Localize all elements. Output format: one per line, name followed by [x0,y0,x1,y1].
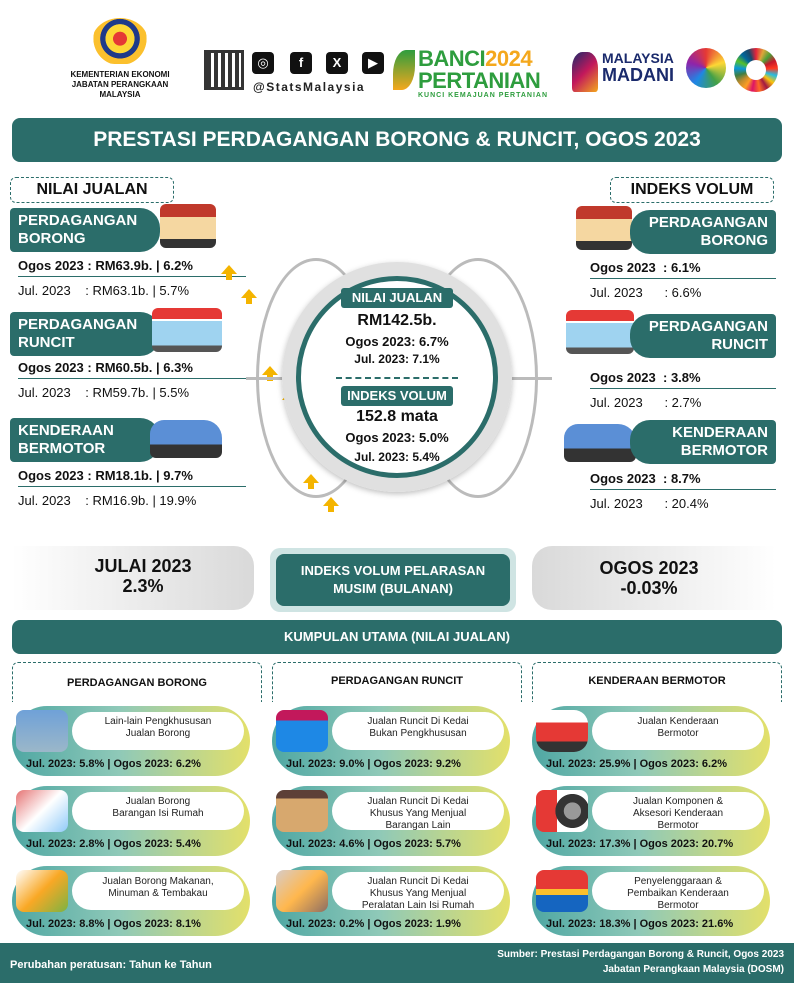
org-line2: JABATAN PERANGKAAN MALAYSIA [71,80,169,99]
seasonal-july-label: JULAI 2023 [94,556,192,576]
seasonal-august-label: OGOS 2023 [599,558,699,578]
footer-source-line1: Sumber: Prestasi Perdagangan Borong & Runcit, Ogos 2023 [497,949,784,960]
madani-line2: MADANI [602,65,674,85]
left-borong-current-row: Ogos 2023 : RM63.9b. | 6.2% [18,255,246,277]
car-icon [150,420,222,458]
groups-heading: KUMPULAN UTAMA (NILAI JUALAN) [12,620,782,654]
social-handle[interactable]: @StatsMalaysia [253,80,366,94]
retail-shop-icon [566,310,634,354]
group-card-value: Jul. 2023: 18.3% | Ogos 2023: 21.6% [546,918,734,930]
banci-pertanian: PERTANIAN [418,68,541,93]
instagram-icon[interactable]: ◎ [252,52,274,74]
food-beverage-icon [16,870,68,912]
group-card: Jualan Komponen & Aksesori Kenderaan Bermotor Jul. 2023: 17.3% | Ogos 2023: 20.7% [532,786,770,856]
right-sector-borong-tag: PERDAGANGAN BORONG [630,210,776,254]
sdg-wheel-icon [734,48,778,92]
right-runcit-current-row: Ogos 2023 : 3.8% [590,367,776,389]
banci-year: 2024 [485,46,533,71]
group-card-value: Jul. 2023: 0.2% | Ogos 2023: 1.9% [286,918,461,930]
madani-emblem-icon [572,52,598,92]
right-connector-line [508,377,552,380]
facebook-icon[interactable]: f [290,52,312,74]
battery-tyre-icon [536,790,588,832]
banci-tagline: KUNCI KEMAJUAN PERTANIAN [418,92,549,99]
footer-note: Perubahan peratusan: Tahun ke Tahun [10,959,212,971]
seasonal-august-panel [532,546,776,610]
retail-shop-icon [152,308,222,352]
right-sector-motor-tag: KENDERAAN BERMOTOR [630,420,776,464]
left-sector-runcit-tag: PERDAGANGAN RUNCIT [10,312,160,356]
center-sales-value: RM142.5b. [357,312,437,329]
group-card: Jualan Runcit Di Kedai Bukan Pengkhususan Jul. 2023: 9.0% | Ogos 2023: 9.2% [272,706,510,776]
group-card: Jualan Borong Makanan, Minuman & Tembakau Jul. 2023: 8.8% | Ogos 2023: 8.1% [12,866,250,936]
seasonal-august-value: -0.03% [620,578,678,598]
banci-word: BANCI [418,46,486,71]
malaysia-crest-icon [92,18,148,64]
right-borong-current-row: Ogos 2023 : 6.1% [590,257,776,279]
furniture-icon [276,870,328,912]
left-sector-borong-tag: PERDAGANGAN BORONG [10,208,160,252]
seasonal-title-line2: MUSIM (BULANAN) [333,581,453,596]
center-sales-tag: NILAI JUALAN [341,288,453,308]
seasonal-title-line1: INDEKS VOLUM PELARASAN [300,563,486,578]
left-motor-current-row: Ogos 2023 : RM18.1b. | 9.7% [18,465,246,487]
right-runcit-previous-row: Jul. 2023 : 2.7% [590,395,702,410]
group-card: Lain-lain Pengkhususan Jualan Borong Jul. 2023: 5.8% | Ogos 2023: 6.2% [12,706,250,776]
seasonal-july-value: 2.3% [122,576,164,596]
left-motor-previous-row: Jul. 2023 : RM16.9b. | 19.9% [18,493,197,508]
red-car-icon [536,710,588,752]
right-sector-runcit-tag: PERDAGANGAN RUNCIT [630,314,776,358]
up-arrow-icon [221,265,237,274]
up-arrow-icon [323,497,339,506]
group-card-value: Jul. 2023: 17.3% | Ogos 2023: 20.7% [546,838,734,850]
org-line1: KEMENTERIAN EKONOMI [70,70,170,79]
qr-code-icon[interactable] [204,50,244,90]
center-sales-current: Ogos 2023: 6.7% [345,334,449,349]
group-card-value: Jul. 2023: 9.0% | Ogos 2023: 9.2% [286,758,461,770]
group-card: Jualan Runcit Di Kedai Khusus Yang Menjual Peralatan Lain Isi Rumah Jul. 2023: 0.2% | Ogos 2023: 1.9% [272,866,510,936]
group-card: Jualan Borong Barangan Isi Rumah Jul. 2023: 2.8% | Ogos 2023: 5.4% [12,786,250,856]
youtube-icon[interactable]: ▶ [362,52,384,74]
truck-warehouse-icon [160,204,216,248]
left-sector-motor-tag: KENDERAAN BERMOTOR [10,418,160,462]
group-card: Jualan Kenderaan Bermotor Jul. 2023: 25.9% | Ogos 2023: 6.2% [532,706,770,776]
column-borong-title: PERDAGANGAN BORONG [12,662,262,702]
left-heading: NILAI JUALAN [10,177,174,203]
brand-swoosh-icon [686,48,726,88]
left-runcit-current-row: Ogos 2023 : RM60.5b. | 6.3% [18,357,246,379]
right-borong-previous-row: Jul. 2023 : 6.6% [590,285,702,300]
group-card-value: Jul. 2023: 2.8% | Ogos 2023: 5.4% [26,838,201,850]
right-motor-current-row: Ogos 2023 : 8.7% [590,468,776,490]
specialty-store-icon [276,790,328,832]
industrial-buildings-icon [16,710,68,752]
car-icon [564,424,636,462]
right-heading: INDEKS VOLUM [610,177,774,203]
banci-leaf-icon [393,50,415,90]
footer [0,943,794,983]
center-volume-value: 152.8 mata [356,408,438,425]
household-goods-icon [16,790,68,832]
seasonal-july-panel [12,546,254,610]
group-card: Jualan Runcit Di Kedai Khusus Yang Menjual Barangan Lain Jul. 2023: 4.6% | Ogos 2023: 5.7% [272,786,510,856]
left-borong-previous-row: Jul. 2023 : RM63.1b. | 5.7% [18,283,190,298]
group-card-value: Jul. 2023: 4.6% | Ogos 2023: 5.7% [286,838,461,850]
center-volume-previous: Jul. 2023: 5.4% [354,450,440,464]
center-volume-current: Ogos 2023: 5.0% [345,430,449,445]
up-arrow-icon [241,289,257,298]
center-sales-previous: Jul. 2023: 7.1% [354,352,440,366]
x-icon[interactable]: X [326,52,348,74]
madani-line1: MALAYSIA [602,50,674,66]
page-title: PRESTASI PERDAGANGAN BORONG & RUNCIT, OGOS 2023 [12,118,782,162]
car-repair-icon [536,870,588,912]
group-card-value: Jul. 2023: 8.8% | Ogos 2023: 8.1% [26,918,201,930]
group-card-value: Jul. 2023: 5.8% | Ogos 2023: 6.2% [26,758,201,770]
center-divider [336,377,458,379]
column-runcit-title: PERDAGANGAN RUNCIT [272,662,522,702]
left-connector-line [246,377,286,380]
seasonal-index-box [270,548,516,612]
ministry-logo [60,18,180,100]
truck-warehouse-icon [576,206,632,250]
malaysia-madani-logo [572,50,682,94]
center-volume-tag: INDEKS VOLUM [341,386,453,406]
hypermall-icon [276,710,328,752]
banci-pertanian-logo [418,48,593,98]
group-card: Penyelenggaraan & Pembaikan Kenderaan Bermotor Jul. 2023: 18.3% | Ogos 2023: 21.6% [532,866,770,936]
right-motor-previous-row: Jul. 2023 : 20.4% [590,496,709,511]
left-runcit-previous-row: Jul. 2023 : RM59.7b. | 5.5% [18,385,190,400]
column-motor-title: KENDERAAN BERMOTOR [532,662,782,702]
group-card-value: Jul. 2023: 25.9% | Ogos 2023: 6.2% [546,758,728,770]
footer-source-line2: Jabatan Perangkaan Malaysia (DOSM) [602,964,784,975]
